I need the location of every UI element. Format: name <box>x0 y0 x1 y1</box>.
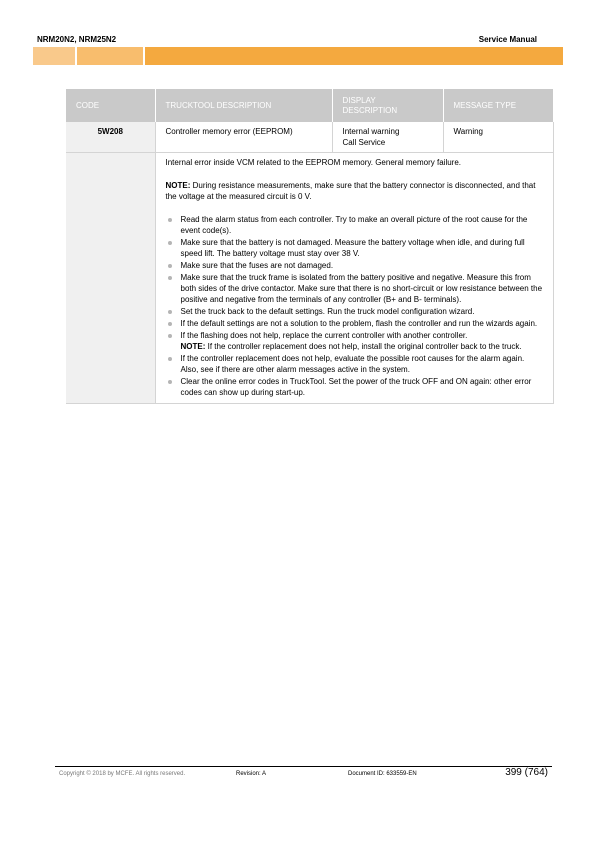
column-header-code: CODE <box>66 89 155 122</box>
column-header-display-line1: DISPLAY <box>342 95 376 105</box>
step-note-label: NOTE: <box>180 342 206 351</box>
step-text: If the controller replacement does not help, evaluate the possible root causes for the alarm again. Also, see if there are other alarm messages active in the system. <box>180 354 525 374</box>
trucktool-description: Controller memory error (EEPROM) <box>155 122 332 153</box>
header-band-middle <box>77 47 143 65</box>
bullet-icon <box>168 380 172 384</box>
list-item <box>166 214 543 236</box>
list-item <box>166 260 543 271</box>
error-intro: Internal error inside VCM related to the EEPROM memory. General memory failure. <box>165 158 462 167</box>
list-item <box>166 330 543 352</box>
column-header-trucktool: TRUCKTOOL DESCRIPTION <box>155 89 332 122</box>
step-text: Make sure that the truck frame is isolated from the battery positive and negative. Measure this from both sides of the drive contactor. Make sure that there is no short-circuit or low resistance between the positive and negative from the terminals of any controller (B+ and B- terminals). <box>180 273 543 304</box>
step-text: If the flashing does not help, replace the current controller with another controller. <box>180 331 468 340</box>
footer-document-id: Document ID: 633559-EN <box>348 771 417 777</box>
step-text: Read the alarm status from each controller. Try to make an overall picture of the root cause for the event code(s). <box>180 215 528 235</box>
step-note-text: If the controller replacement does not help, install the original controller back to the truck. <box>205 342 522 351</box>
column-header-message-type: MESSAGE TYPE <box>443 89 553 122</box>
message-type: Warning <box>443 122 553 153</box>
display-description <box>332 122 443 153</box>
step-text: Make sure that the battery is not damaged. Measure the battery voltage when idle, and during full speed lift. The battery voltage must stay over 38 V. <box>180 238 525 258</box>
footer-divider <box>55 766 552 767</box>
code-column-filler <box>66 153 155 404</box>
list-item <box>166 353 543 375</box>
bullet-icon <box>168 357 172 361</box>
troubleshooting-steps <box>166 214 543 398</box>
step-text: Make sure that the fuses are not damaged. <box>180 261 334 270</box>
list-item <box>166 376 543 398</box>
bullet-icon <box>168 322 172 326</box>
display-description-line1: Internal warning <box>342 127 400 136</box>
bullet-icon <box>168 334 172 338</box>
bullet-icon <box>168 241 172 245</box>
bullet-icon <box>168 264 172 268</box>
error-details <box>155 153 553 404</box>
header-band-main <box>145 47 563 65</box>
document-model-header: NRM20N2, NRM25N2 <box>37 35 117 44</box>
display-description-line2: Call Service <box>342 138 386 147</box>
resistance-note <box>166 180 543 202</box>
column-header-display <box>332 89 443 122</box>
header-band-left <box>33 47 75 65</box>
note-text: During resistance measurements, make sure that the battery connector is disconnected, and that the voltage at the measured circuit is 0 V. <box>165 181 536 201</box>
column-header-display-line2: DESCRIPTION <box>342 105 398 115</box>
step-text: Clear the online error codes in TruckTool. Set the power of the truck OFF and ON again: other error codes can show up during start-up. <box>180 377 532 397</box>
error-code-table <box>66 89 554 404</box>
table-header-row <box>66 89 553 122</box>
footer-revision: Revision: A <box>236 771 267 777</box>
list-item <box>166 237 543 259</box>
list-item <box>166 306 543 317</box>
table-row <box>66 122 553 153</box>
bullet-icon <box>168 218 172 222</box>
footer-copyright: Copyright © 2018 by MCFE. All rights reserved. <box>59 771 186 777</box>
bullet-icon <box>168 310 172 314</box>
details-row <box>66 153 553 404</box>
bullet-icon <box>168 276 172 280</box>
list-item <box>166 272 543 305</box>
list-item <box>166 318 543 329</box>
document-type-header: Service Manual <box>478 35 537 44</box>
note-label: NOTE: <box>165 181 191 190</box>
step-text: Set the truck back to the default settings. Run the truck model configuration wizard. <box>180 307 475 316</box>
step-text: If the default settings are not a solution to the problem, flash the controller and run the wizards again. <box>180 319 538 328</box>
page-number: 399 (764) <box>505 767 548 778</box>
error-code: 5W208 <box>66 122 155 153</box>
